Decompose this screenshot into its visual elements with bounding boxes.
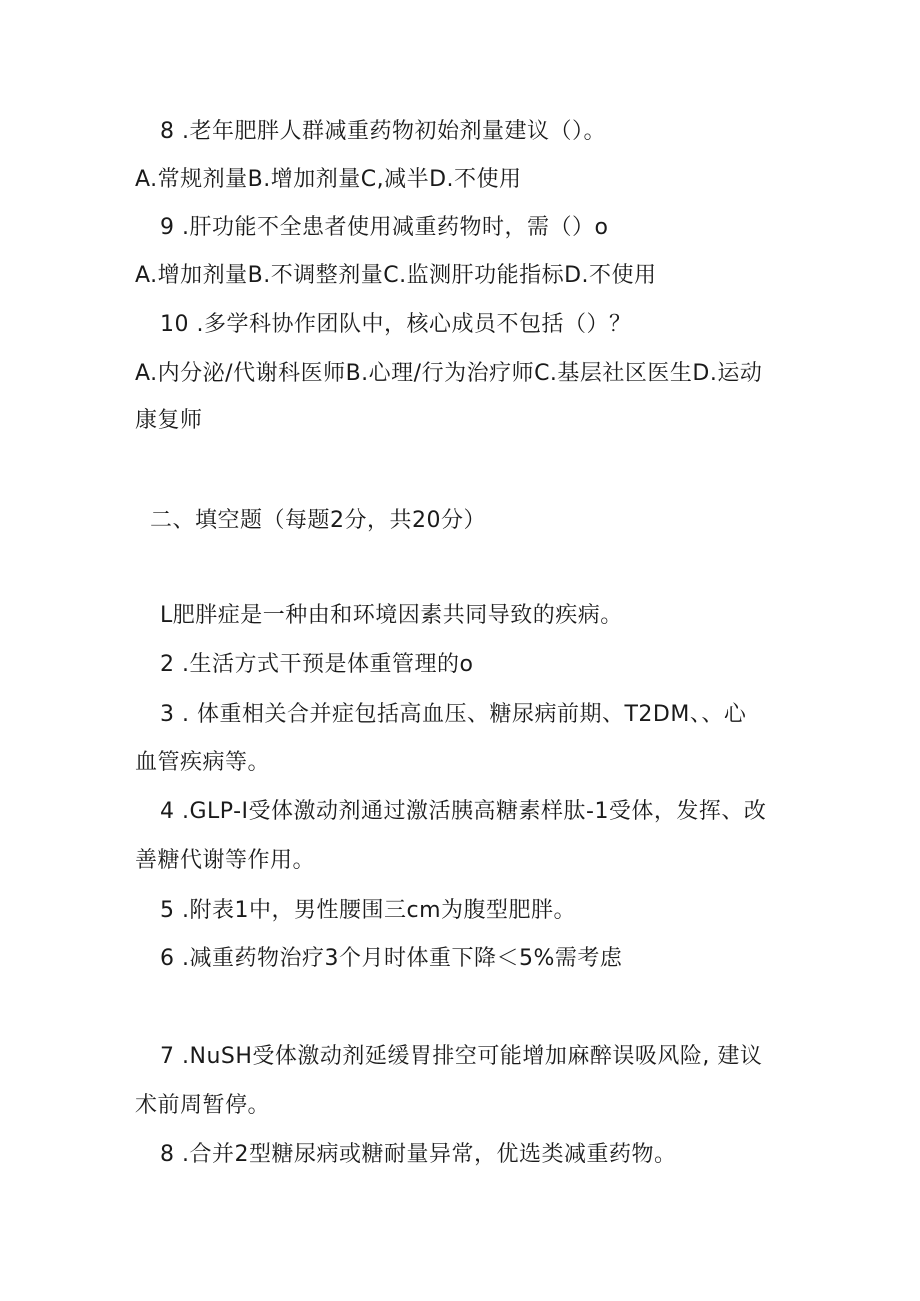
fill-question-7-line2: 术前周暂停。 — [135, 1093, 271, 1118]
fill-question-6: 6 .减重药物治疗3个月时体重下降＜5%需考虑 — [160, 946, 623, 971]
question-9-text: 9 .肝功能不全患者使用减重药物时，需（）o — [160, 215, 609, 240]
question-9-options: A.增加剂量B.不调整剂量C.监测肝功能指标D.不使用 — [135, 263, 657, 288]
question-10-text: 10 .多学科协作团队中，核心成员不包括（）？ — [160, 312, 632, 337]
fill-question-3-line2: 血管疾病等。 — [135, 750, 271, 775]
question-10-options-line1: A.内分泌/代谢科医师B.心理/行为治疗师C.基层社区医生D.运动 — [135, 361, 763, 386]
fill-question-4-line2: 善糖代谢等作用。 — [135, 848, 316, 873]
fill-question-7-line1: 7 .NuSH受体激动剂延缓胃排空可能增加麻醉误吸风险, 建议 — [160, 1044, 763, 1069]
fill-question-3-line1: 3 . 体重相关合并症包括高血压、糖尿病前期、T2DM、、心 — [160, 702, 747, 727]
fill-question-4-line1: 4 .GLP-I受体激动剂通过激活胰高糖素样肽-1受体，发挥、改 — [160, 799, 767, 824]
section-title: 二、填空题（每题2分，共20分） — [150, 508, 486, 533]
fill-question-8: 8 .合并2型糖尿病或糖耐量异常，优选类减重药物。 — [160, 1142, 677, 1167]
fill-question-5: 5 .附表1中，男性腰围三cm为腹型肥胖。 — [160, 898, 577, 923]
question-8-text: 8 .老年肥胖人群减重药物初始剂量建议（）。 — [160, 119, 606, 144]
fill-question-1: L肥胖症是一种由和环境因素共同导致的疾病。 — [160, 603, 623, 628]
question-10-options-line2: 康复师 — [135, 408, 203, 433]
question-8-options: A.常规剂量B.增加剂量C,减半D.不使用 — [135, 167, 522, 192]
fill-question-2: 2 .生活方式干预是体重管理的o — [160, 652, 474, 677]
